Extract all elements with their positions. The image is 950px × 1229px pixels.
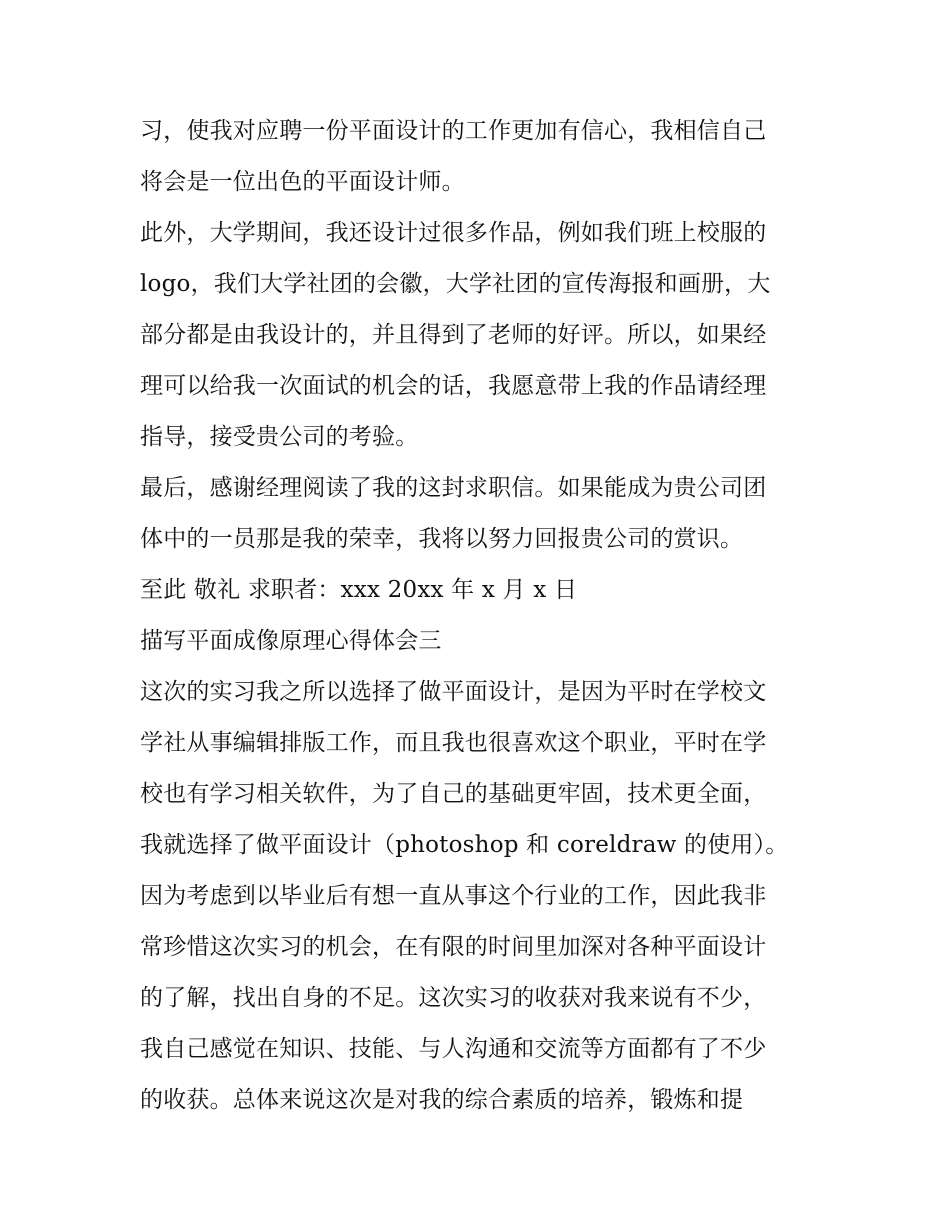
text-line: 学社从事编辑排版工作，而且我也很喜欢这个职业，平时在学	[140, 730, 767, 756]
text-line: 指导，接受贵公司的考验。	[140, 424, 419, 450]
signature-line: 至此 敬礼 求职者：xxx 20xx 年 x 月 x 日	[140, 577, 578, 603]
text-line: 我自己感觉在知识、技能、与人沟通和交流等方面都有了不少	[140, 1036, 767, 1062]
text-line: 这次的实习我之所以选择了做平面设计，是因为平时在学校文	[140, 679, 767, 705]
text-line: 习，使我对应聘一份平面设计的工作更加有信心，我相信自己	[140, 118, 767, 144]
text-line: logo，我们大学社团的会徽，大学社团的宣传海报和画册，大	[140, 271, 771, 297]
text-line: 最后，感谢经理阅读了我的这封求职信。如果能成为贵公司团	[140, 475, 767, 501]
text-line: 的了解，找出自身的不足。这次实习的收获对我来说有不少，	[140, 985, 767, 1011]
text-line: 部分都是由我设计的，并且得到了老师的好评。所以，如果经	[140, 322, 767, 348]
text-line: 我就选择了做平面设计（photoshop 和 coreldraw 的使用）。	[140, 832, 789, 858]
text-line: 体中的一员那是我的荣幸，我将以努力回报贵公司的赏识。	[140, 526, 744, 552]
text-line: 将会是一位出色的平面设计师。	[140, 169, 465, 195]
document-page	[140, 106, 820, 1126]
section-heading: 描写平面成像原理心得体会三	[140, 628, 442, 654]
text-line: 常珍惜这次实习的机会，在有限的时间里加深对各种平面设计	[140, 934, 767, 960]
text-line: 此外，大学期间，我还设计过很多作品，例如我们班上校服的	[140, 220, 767, 246]
text-line: 校也有学习相关软件，为了自己的基础更牢固，技术更全面，	[140, 781, 767, 807]
text-line: 理可以给我一次面试的机会的话，我愿意带上我的作品请经理	[140, 373, 767, 399]
text-line: 的收获。总体来说这次是对我的综合素质的培养，锻炼和提	[140, 1087, 744, 1113]
text-line: 因为考虑到以毕业后有想一直从事这个行业的工作，因此我非	[140, 883, 767, 909]
